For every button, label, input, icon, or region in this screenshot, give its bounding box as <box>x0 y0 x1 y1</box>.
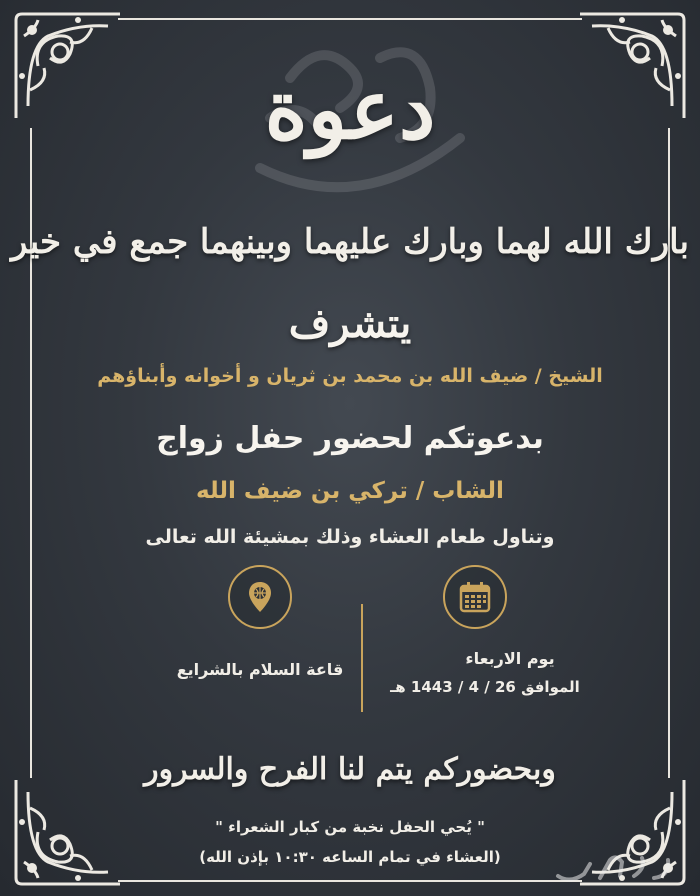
event-day: يوم الاربعاء <box>465 649 555 668</box>
honored-heading: يتشرف <box>288 300 412 347</box>
calendar-icon <box>457 579 493 615</box>
location-pin-icon <box>242 579 278 615</box>
event-date: الموافق 26 / 4 / 1443 هـ <box>390 678 580 696</box>
calendar-icon-badge <box>443 565 507 629</box>
host-name: الشيخ / ضيف الله بن محمد بن ثريان و أخوانه وأبناؤهم <box>97 365 603 387</box>
location-icon-badge <box>228 565 292 629</box>
invitation-title: دعوة <box>264 62 436 158</box>
groom-name: الشاب / تركي بن ضيف الله <box>196 478 504 504</box>
dinner-line: وتناول طعام العشاء وذلك بمشيئة الله تعالى <box>145 526 555 548</box>
venue-name: قاعة السلام بالشرايع <box>176 660 344 679</box>
frame-line-bottom <box>118 880 582 882</box>
site-watermark-logo <box>550 846 678 890</box>
invitation-line: بدعوتكم لحضور حفل زواج <box>156 421 544 456</box>
closing-phrase: وبحضوركم يتم لنا الفرح والسرور <box>144 752 556 787</box>
poets-note: " يُحي الحفل نخبة من كبار الشعراء " <box>215 818 485 836</box>
dinner-time-note: (العشاء في تمام الساعه ١٠:٣٠ بإذن الله) <box>199 848 501 866</box>
wedding-blessing: بارك الله لهما وبارك عليهما وبينهما جمع في خير <box>11 222 689 262</box>
